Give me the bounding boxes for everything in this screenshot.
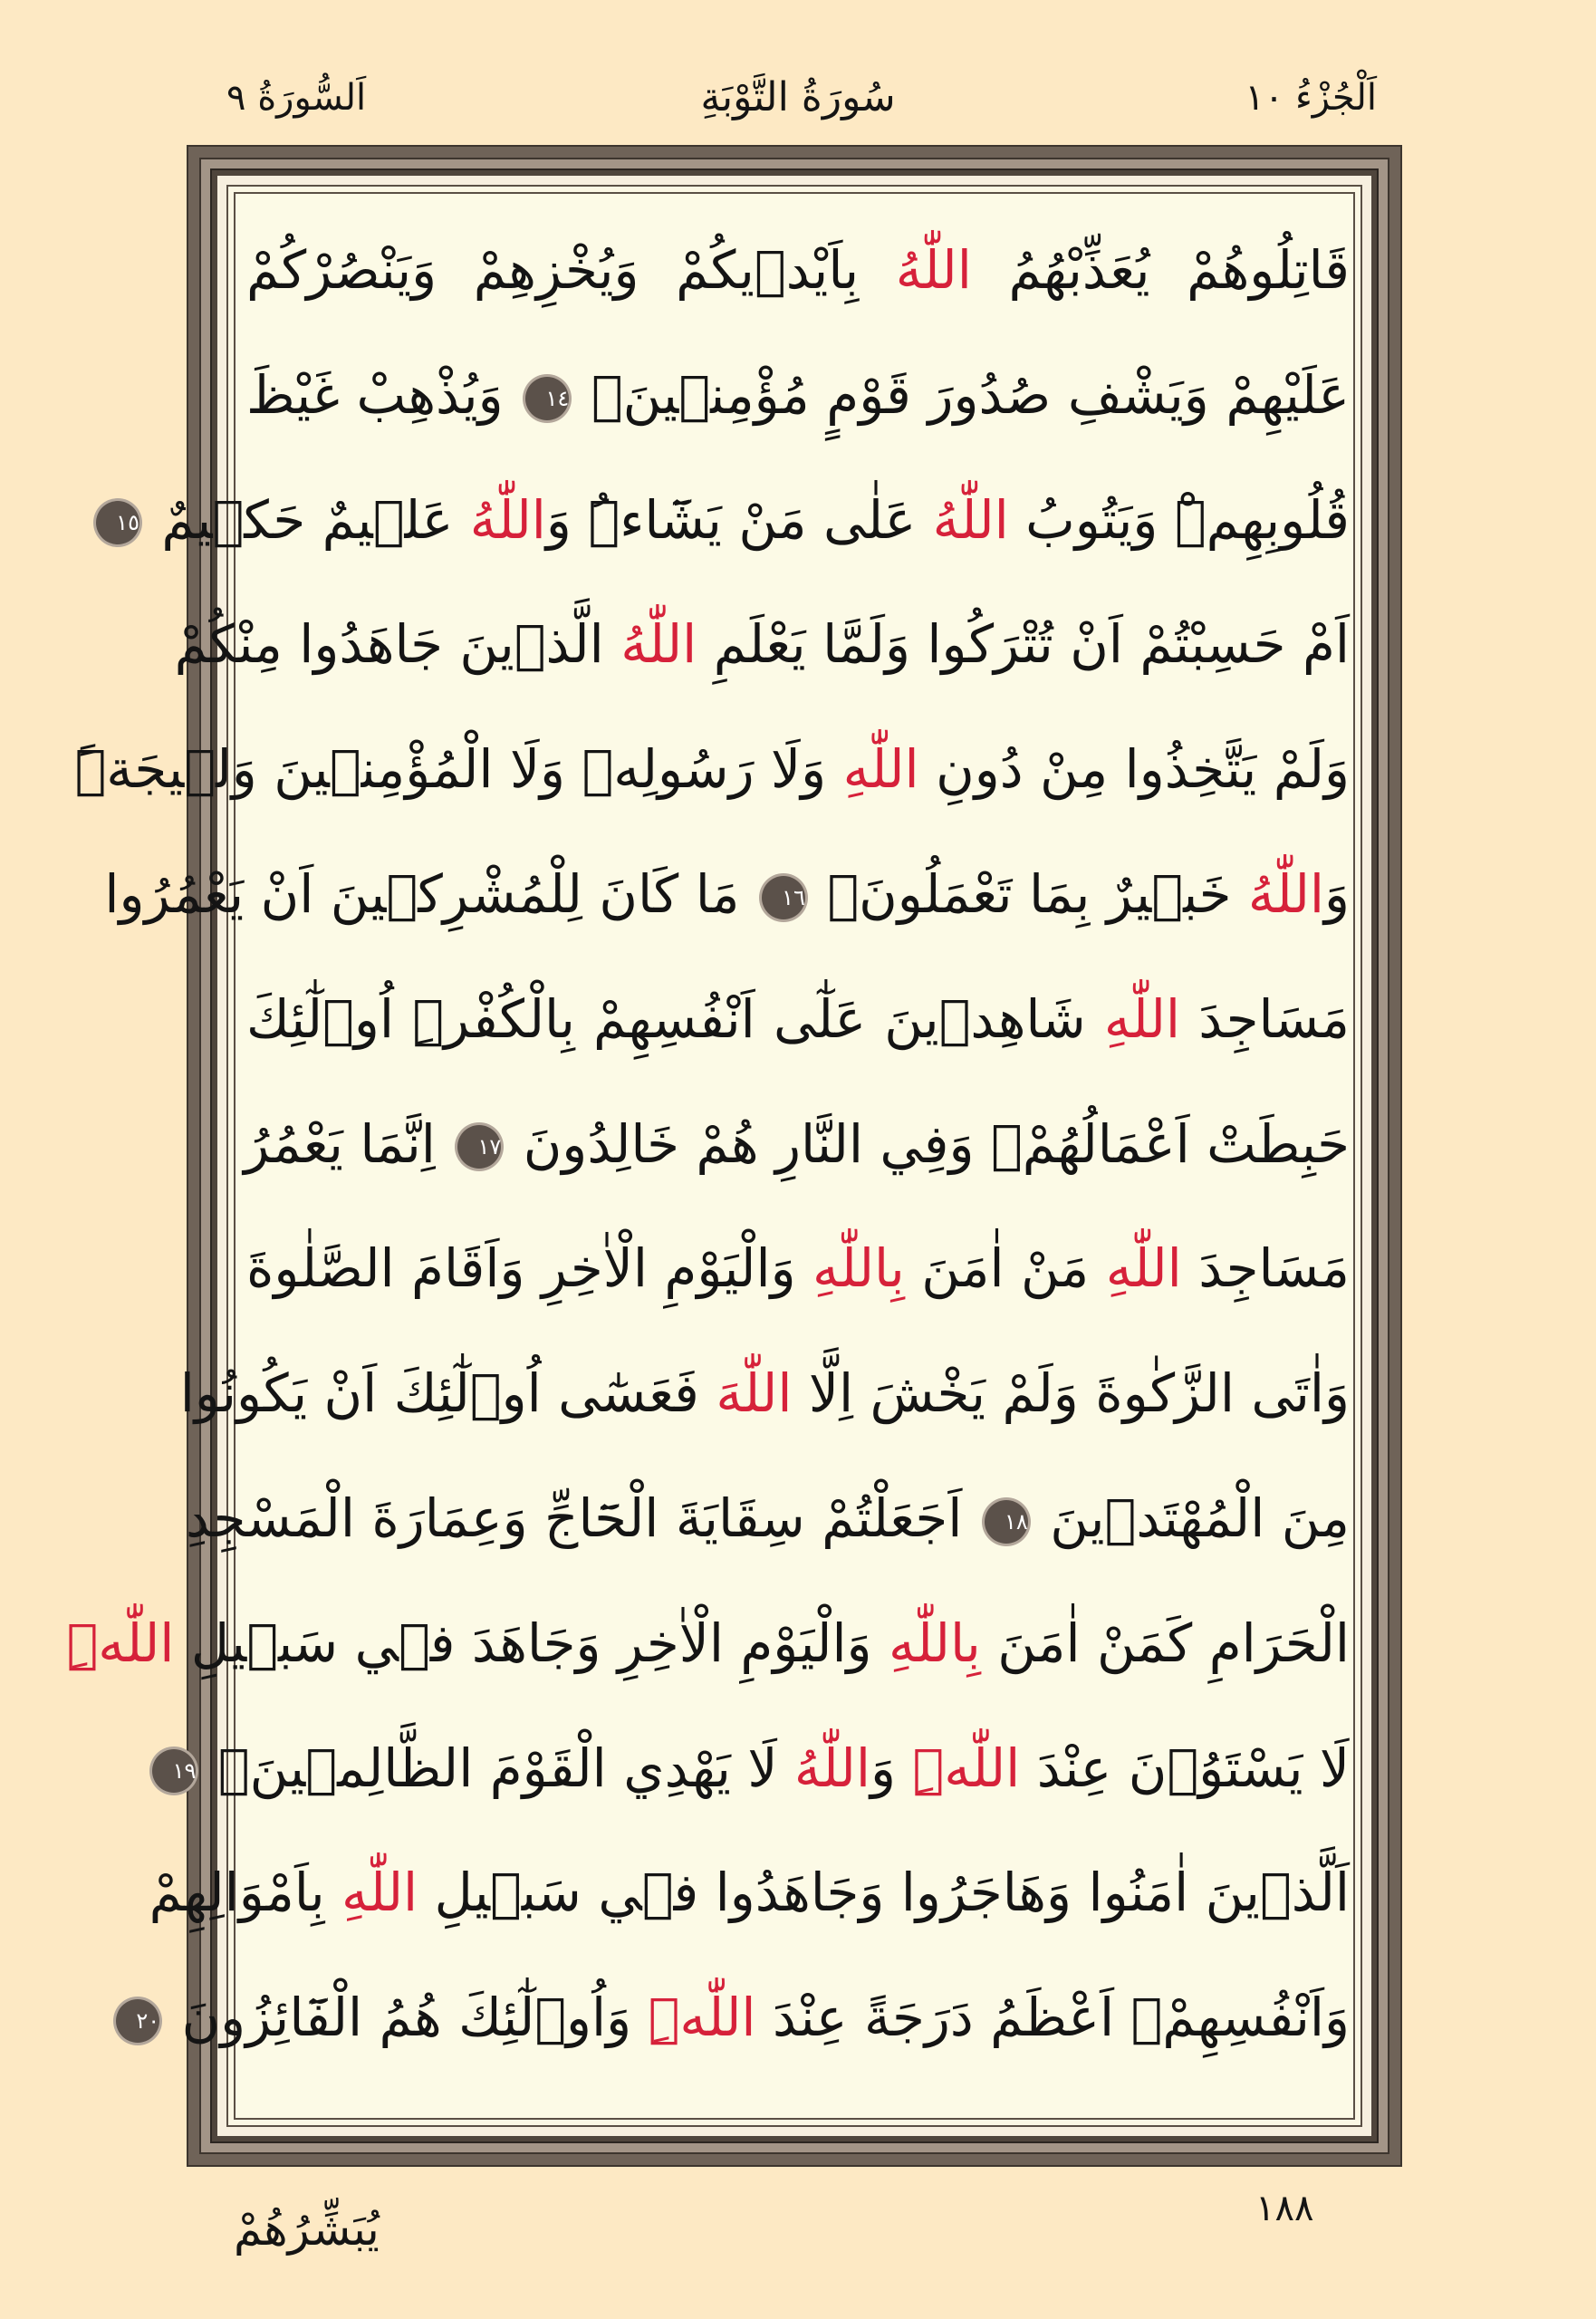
ayah-number-badge: ١٦ (762, 876, 805, 919)
divine-name: اللّٰهَ (716, 1362, 793, 1425)
divine-name: اللّٰهُ (620, 613, 697, 676)
verse-text: مَسَاجِدَ (1181, 1237, 1350, 1300)
text-line (246, 1083, 1350, 1208)
divine-name: اللّٰهِۜ (912, 1737, 1021, 1799)
verse-text: حَبِطَتْ اَعْمَالُهُمْۚ وَفِي النَّارِ هُمْ خَالِدُونَ (506, 1112, 1350, 1175)
verse-text: وَ (1323, 862, 1350, 925)
verse-text: مَا كَانَ لِلْمُشْرِك۪ينَ اَنْ يَعْمُرُوا (104, 862, 756, 925)
verse-text: وَيُذْهِبْ غَيْظَ (246, 363, 521, 426)
text-line (174, 582, 1350, 707)
verse-text: اَمْ حَسِبْتُمْ اَنْ تُتْرَكُوا وَلَمَّا يَعْلَمِ (697, 613, 1350, 676)
verse-text: اِنَّمَا يَعْمُرُ (244, 1112, 453, 1175)
verse-text: خَب۪يرٌ بِمَا تَعْمَلُونَ۟ (810, 862, 1248, 925)
surah-title: سُورَةُ التَّوْبَةِ (700, 74, 896, 120)
verse-text: الَّذ۪ينَ جَاهَدُوا مِنْكُمْ (174, 613, 621, 676)
verse-text: وَاٰتَى الزَّكٰوةَ وَلَمْ يَخْشَ اِلَّا (792, 1362, 1350, 1425)
ayah-number-badge: ٢٠ (116, 1999, 159, 2043)
verse-text: لَا يَهْدِي الْقَوْمَ الظَّالِم۪ينَۢ (201, 1737, 794, 1799)
divine-name: اللّٰهِ (1105, 1237, 1182, 1300)
verse-text: عَل۪يمٌ حَك۪يمٌ (144, 488, 470, 551)
ayah-number-badge: ١٩ (152, 1749, 196, 1793)
verse-text: وَ (870, 1737, 913, 1799)
verse-text: قُلُوبِهِمْۜ وَيَتُوبُ (1008, 488, 1350, 551)
text-line (246, 957, 1350, 1083)
ayah-number-badge: ١٤ (525, 377, 569, 420)
surah-number: اَلسُّورَةُ ٩ (226, 77, 367, 119)
page-number: ١٨٨ (1255, 2188, 1314, 2229)
verse-text: فَعَسٰٓى اُو۬لٰٓئِكَ اَنْ يَكُونُوا (179, 1362, 716, 1425)
juz-label: اَلْجُزْءُ ١٠ (1245, 77, 1377, 119)
text-line (186, 1457, 1350, 1582)
divine-name: اللّٰهِۜ (66, 1612, 175, 1674)
verse-text: الْحَرَامِ كَمَنْ اٰمَنَ (980, 1612, 1350, 1674)
verse-text: وَاَنْفُسِهِمْۙ اَعْظَمُ دَرَجَةً عِنْدَ (755, 1987, 1350, 2049)
verse-text: عَلٰى مَنْ يَشَٓاءُۜ وَ (545, 488, 933, 551)
verse-text: لَا يَسْتَوُ۫نَ عِنْدَ (1020, 1737, 1350, 1799)
text-line (172, 1707, 1350, 1832)
text-line (179, 1332, 1350, 1457)
divine-name: اللّٰهُ (793, 1737, 870, 1799)
divine-name: اللّٰهِ (842, 738, 919, 801)
verse-text: بِاَيْد۪يكُمْ وَيُخْزِهِمْ وَيَنْصُرْكُمْ (246, 239, 896, 301)
divine-name: اللّٰهُ (1247, 862, 1324, 925)
text-line (246, 333, 1350, 458)
verse-text: مِنَ الْمُهْتَد۪ينَ (1033, 1487, 1350, 1549)
text-line (246, 208, 1350, 333)
text-line (149, 1831, 1350, 1956)
divine-name: اللّٰهِۜ (648, 1987, 756, 2049)
divine-name: اللّٰهُ (932, 488, 1009, 551)
verse-text: وَالْيَوْمِ الْاٰخِرِ وَجَاهَدَ ف۪ي سَب۪يلِ (174, 1612, 889, 1674)
verse-text: بِاَمْوَالِهِمْ (149, 1862, 342, 1924)
verse-text: وَلَا رَسُولِه۪ وَلَا الْمُؤْمِن۪ينَ وَل۪يجَةًۜ (74, 738, 843, 801)
text-line (136, 1956, 1350, 2081)
ayah-number-badge: ١٧ (457, 1125, 501, 1169)
verse-text: وَلَمْ يَتَّخِذُوا مِنْ دُونِ (918, 738, 1350, 801)
catchword: يُبَشِّرُهُمْ (234, 2203, 380, 2256)
quran-text-block (66, 208, 1351, 2081)
verse-text: وَاُو۬لٰٓئِكَ هُمُ الْفَٓائِزُونَ (165, 1987, 649, 2049)
verse-text: مَنْ اٰمَنَ (904, 1237, 1106, 1300)
verse-text: عَلَيْهِمْ وَيَشْفِ صُدُورَ قَوْمٍ مُؤْمِن۪ينَۙ (574, 363, 1350, 426)
text-line (246, 1207, 1350, 1332)
divine-name: اللّٰهُ (469, 488, 546, 551)
text-line (66, 1582, 1350, 1707)
divine-name: اللّٰهِ (341, 1862, 418, 1924)
verse-text: اَجَعَلْتُمْ سِقَايَةَ الْحَٓاجِّ وَعِمَارَةَ الْمَسْجِدِ (186, 1487, 979, 1549)
verse-text: اَلَّذ۪ينَ اٰمَنُوا وَهَاجَرُوا وَجَاهَدُوا ف۪ي سَب۪يلِ (418, 1862, 1350, 1924)
verse-text: شَاهِد۪ينَ عَلٰٓى اَنْفُسِهِمْ بِالْكُفْرِۜ اُو۬لٰٓئِكَ (246, 987, 1104, 1050)
text-line (104, 832, 1350, 957)
verse-text: قَاتِلُوهُمْ يُعَذِّبْهُمُ (971, 239, 1350, 301)
text-line (116, 458, 1350, 583)
verse-text: مَسَاجِدَ (1180, 987, 1351, 1050)
ayah-number-badge: ١٨ (985, 1500, 1028, 1544)
divine-name: بِاللّٰهِ (889, 1612, 981, 1674)
text-line (74, 707, 1350, 832)
verse-text: وَالْيَوْمِ الْاٰخِرِ وَاَقَامَ الصَّلٰوةَ (245, 1237, 813, 1300)
divine-name: اللّٰهُ (895, 239, 972, 301)
divine-name: اللّٰهِ (1103, 987, 1181, 1050)
ayah-number-badge: ١٥ (96, 501, 139, 544)
divine-name: بِاللّٰهِ (812, 1237, 905, 1300)
